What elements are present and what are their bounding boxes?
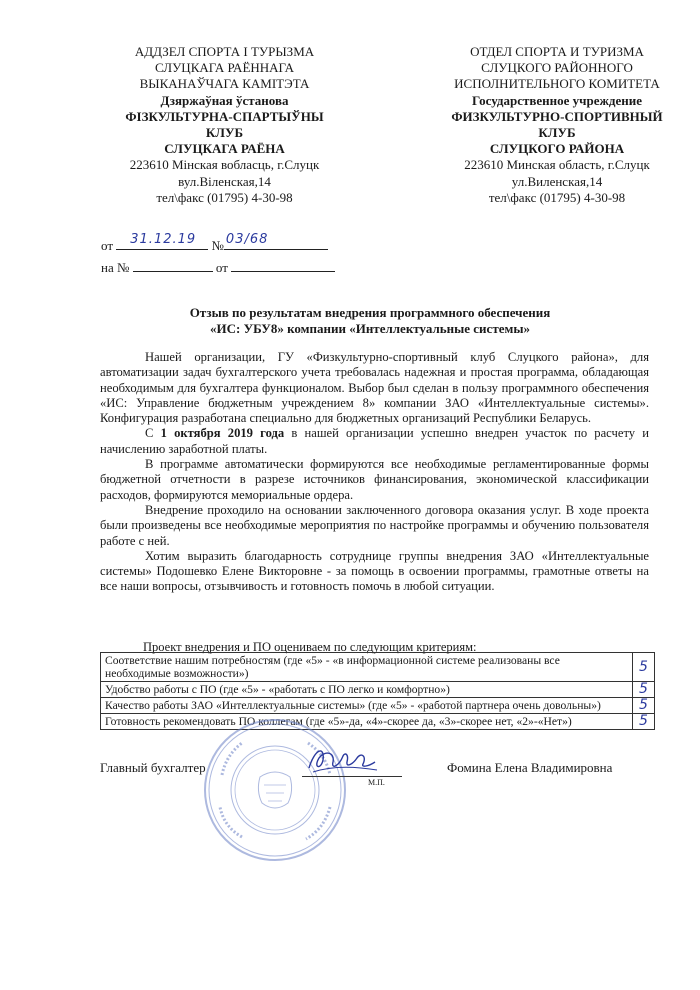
document-title — [100, 305, 640, 337]
handwritten-date: 31.12.19 — [130, 232, 197, 247]
criterion-text: Удобство работы с ПО (где «5» - «работать с ПО легко и комфортно») — [101, 682, 633, 698]
table-row — [101, 682, 655, 698]
incoming-reference — [101, 259, 335, 276]
paragraph-date: 1 октября 2019 года — [160, 426, 285, 441]
paragraph-text: в нашей организации успешно внедрен участок по расчету и начислению заработной платы. — [100, 426, 650, 456]
title-line: «ИС: УБУ8» компании «Интеллектуальные системы» — [210, 321, 530, 336]
letterhead-line: ФИЗКУЛЬТУРНО-СПОРТИВНЫЙ — [451, 108, 663, 124]
letterhead-line: АДДЗЕЛ СПОРТА І ТУРЫЗМА — [134, 44, 315, 59]
signatory-position: Главный бухгалтер — [100, 760, 206, 775]
letterhead-line: ИСПОЛНИТЕЛЬНОГО КОМИТЕТА — [454, 76, 660, 92]
signature-line — [302, 776, 402, 777]
title-line: Отзыв по результатам внедрения программного обеспечения — [189, 305, 551, 320]
letterhead-line: Государственное учреждение — [471, 92, 642, 108]
paragraph: Нашей организации, ГУ «Физкультурно-спортивный клуб Слуцкого района», для автоматизации задач бухгалтерского учета требовалась надежная и простая программа, обладающая необходимым для бухгалтера функционалом. Выбор был сделан в пользу программного обеспечения «ИС: Управление бюджетным учреждением 8» компании ЗАО «Интеллектуальные системы». Конфигурация разработана специально для бюджетных организаций Республики Беларусь. — [100, 350, 649, 426]
letterhead-line: 223610 Мінская вобласць, г.Слуцк — [129, 157, 320, 173]
paragraph: Хотим выразить благодарность сотруднице группы внедрения ЗАО «Интеллектуальные системы» Подошевко Елене Викторовне - за помощь в освоении программы, грамотные ответы на все наши вопросы, отзывчивость и готовность помочь в любой ситуации. — [100, 548, 649, 594]
criterion-score: 5 — [633, 682, 655, 698]
criterion-text: Качество работы ЗАО «Интеллектуальные системы» (где «5» - «работой партнера очень довольны») — [101, 698, 633, 714]
table-row — [101, 653, 655, 682]
letterhead-line: вул.Віленская,14 — [178, 173, 271, 189]
table-row — [101, 714, 655, 730]
number-label: № — [211, 238, 224, 253]
criteria-intro: Проект внедрения и ПО оцениваем по следующим критериям: — [143, 640, 477, 654]
letterhead-line: тел\факс (01795) 4-30-98 — [156, 189, 293, 205]
letterhead-line: тел\факс (01795) 4-30-98 — [488, 189, 626, 205]
from-label: от — [101, 238, 114, 253]
letterhead-line: 223610 Минская область, г.Слуцк — [464, 157, 650, 173]
paragraph: В программе автоматически формируются все необходимые регламентированные формы бюджетной отчетности в разрезе источников финансирования, экономической классификации расходов, формируются мемориальные ордера. — [100, 457, 649, 502]
handwritten-signature-icon — [305, 742, 380, 778]
letterhead-line: Дзяржаўная ўстанова — [160, 92, 289, 108]
criterion-text: Соответствие нашим потребностям (где «5» - «в информационной системе реализованы все необходимые возможности») — [101, 653, 633, 682]
stamp-mark: М.П. — [368, 778, 385, 787]
criterion-score: 5 — [633, 714, 655, 730]
table-row — [101, 698, 655, 714]
document-body — [100, 350, 649, 595]
paragraph — [100, 426, 649, 457]
on-number-field — [133, 259, 213, 272]
letterhead-line: КЛУБ — [205, 125, 244, 141]
criterion-text: Готовность рекомендовать ПО коллегам (где «5»-да, «4»-скорее да, «3»-скорее нет, «2»-«Нет») — [101, 714, 633, 730]
on-date-field — [231, 259, 335, 272]
letterhead-line: ФІЗКУЛЬТУРНА-СПАРТЫЎНЫ — [125, 108, 324, 124]
criterion-score: 5 — [633, 698, 655, 714]
criterion-score: 5 — [633, 653, 655, 682]
criteria-table — [100, 652, 655, 730]
paragraph-text: С — [145, 426, 154, 441]
on-label: на № — [101, 260, 130, 275]
letterhead-line: СЛУЦКОГО РАЙОННОГО — [481, 60, 633, 76]
paragraph: Внедрение проходило на основании заключенного договора оказания услуг. В ходе проекта были произведены все необходимые мероприятия по настройке программы и обучению пользователя работе с ней. — [100, 502, 649, 548]
letterhead-line: ВЫКАНАЎЧАГА КАМІТЭТА — [139, 76, 310, 92]
round-stamp-icon — [200, 715, 350, 865]
date-field — [116, 232, 208, 250]
letterhead-line: СЛУЦКАГА РАЁННАГА — [154, 60, 295, 76]
letterhead-line: СЛУЦКАГА РАЁНА — [164, 141, 285, 157]
letterhead-russian — [423, 44, 691, 206]
letterhead-line: ОТДЕЛ СПОРТА И ТУРИЗМА — [470, 44, 644, 59]
handwritten-number: 03/68 — [225, 232, 269, 247]
letterhead-line: ул.Виленская,14 — [511, 173, 603, 189]
signatory-name: Фомина Елена Владимировна — [447, 760, 613, 775]
letterhead-line: КЛУБ — [538, 125, 576, 141]
number-field — [224, 232, 328, 250]
outgoing-reference — [101, 232, 328, 254]
letterhead-belarusian — [92, 44, 357, 206]
letterhead-line: СЛУЦКОГО РАЙОНА — [489, 141, 625, 157]
on-from-label: от — [215, 260, 228, 275]
